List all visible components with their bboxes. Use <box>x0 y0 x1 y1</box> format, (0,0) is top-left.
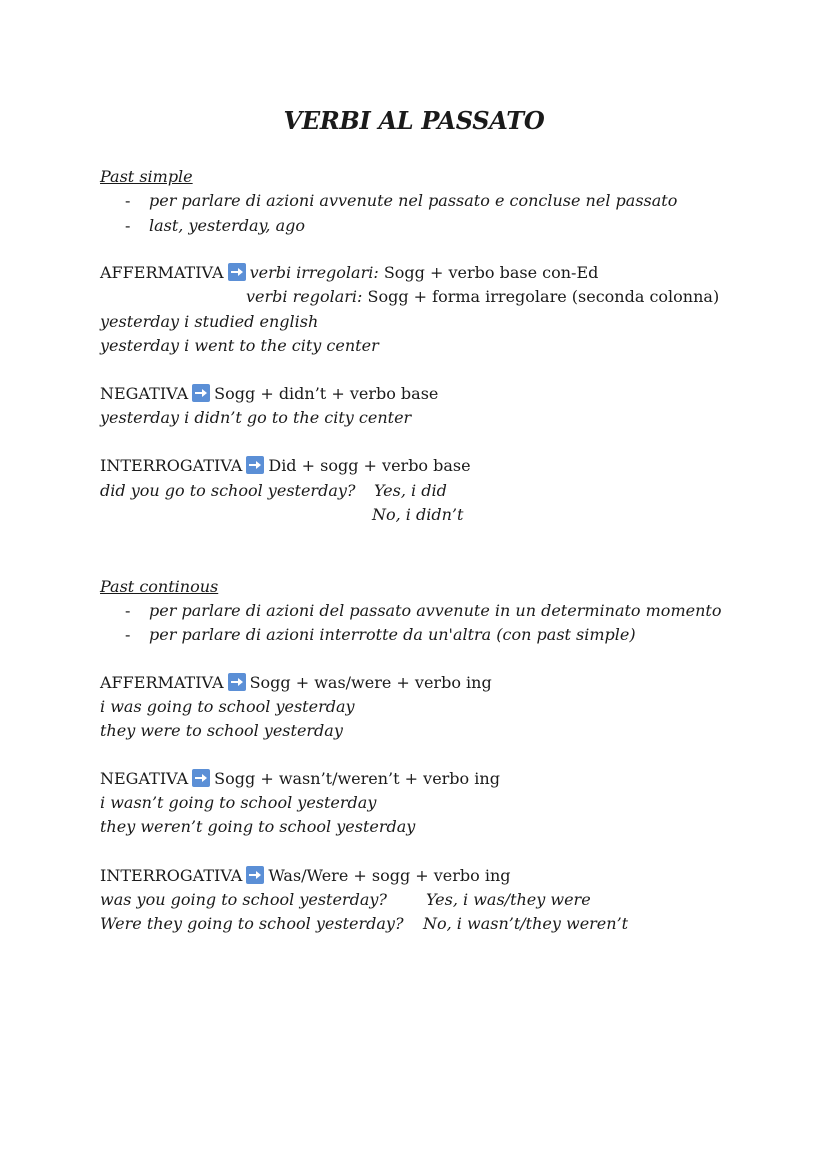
answer-no: No, i didn’t <box>372 505 464 524</box>
list-item: - last, yesterday, ago <box>125 216 306 235</box>
regolari-label: verbi regolari: <box>246 287 363 306</box>
right-arrow-icon <box>192 769 210 787</box>
bullet-dash: - <box>125 601 131 620</box>
section-heading-past-simple: Past simple <box>100 167 193 186</box>
interrogativa-label: INTERROGATIVA <box>100 456 243 475</box>
answer-yes: Yes, i was/they were <box>426 890 591 909</box>
negativa-rule: Sogg + didn’t + verbo base <box>214 384 439 403</box>
interrogativa-rule-line <box>100 455 471 477</box>
right-arrow-icon <box>246 866 264 884</box>
example-question: Were they going to school yesterday? <box>100 914 404 933</box>
affermativa-rule-line <box>100 672 492 694</box>
bullet-dash: - <box>125 216 131 235</box>
list-item: - per parlare di azioni interrotte da un'altra (con past simple) <box>125 625 636 644</box>
negativa-rule: Sogg + wasn’t/weren’t + verbo ing <box>214 769 500 788</box>
interrogativa-rule: Did + sogg + verbo base <box>268 456 471 475</box>
regolari-rule-line <box>246 286 719 308</box>
negativa-label: NEGATIVA <box>100 769 189 788</box>
example-question: did you go to school yesterday? <box>100 481 356 500</box>
example-sentence: yesterday i studied english <box>100 312 319 331</box>
bullet-dash: - <box>125 625 131 644</box>
interrogativa-rule: Was/Were + sogg + verbo ing <box>268 866 511 885</box>
example-sentence: yesterday i went to the city center <box>100 336 379 355</box>
affermativa-label: AFFERMATIVA <box>100 263 224 282</box>
page-title: VERBI AL PASSATO <box>283 106 545 135</box>
regolari-rule: Sogg + forma irregolare (seconda colonna) <box>367 287 720 306</box>
section-heading-past-continuous: Past continous <box>100 577 219 596</box>
negativa-rule-line <box>100 383 438 405</box>
example-sentence: i wasn’t going to school yesterday <box>100 793 377 812</box>
interrogativa-label: INTERROGATIVA <box>100 866 243 885</box>
right-arrow-icon <box>246 456 264 474</box>
interrogativa-rule-line <box>100 865 511 887</box>
list-item: - per parlare di azioni del passato avvenute in un determinato momento <box>125 601 722 620</box>
answer-yes: Yes, i did <box>374 481 447 500</box>
example-sentence: they weren’t going to school yesterday <box>100 817 416 836</box>
example-sentence: i was going to school yesterday <box>100 697 355 716</box>
example-sentence: yesterday i didn’t go to the city center <box>100 408 412 427</box>
affermativa-label: AFFERMATIVA <box>100 673 224 692</box>
right-arrow-icon <box>228 263 246 281</box>
example-sentence: they were to school yesterday <box>100 721 343 740</box>
list-item: - per parlare di azioni avvenute nel passato e concluse nel passato <box>125 191 678 210</box>
irregolari-rule: Sogg + verbo base con-Ed <box>383 263 599 282</box>
affermativa-rule-line <box>100 262 598 284</box>
bullet-dash: - <box>125 191 131 210</box>
negativa-rule-line <box>100 768 500 790</box>
answer-no: No, i wasn’t/they weren’t <box>423 914 629 933</box>
irregolari-label: verbi irregolari: <box>249 263 379 282</box>
right-arrow-icon <box>192 384 210 402</box>
example-question: was you going to school yesterday? <box>100 890 387 909</box>
affermativa-rule: Sogg + was/were + verbo ing <box>249 673 492 692</box>
right-arrow-icon <box>228 673 246 691</box>
negativa-label: NEGATIVA <box>100 384 189 403</box>
